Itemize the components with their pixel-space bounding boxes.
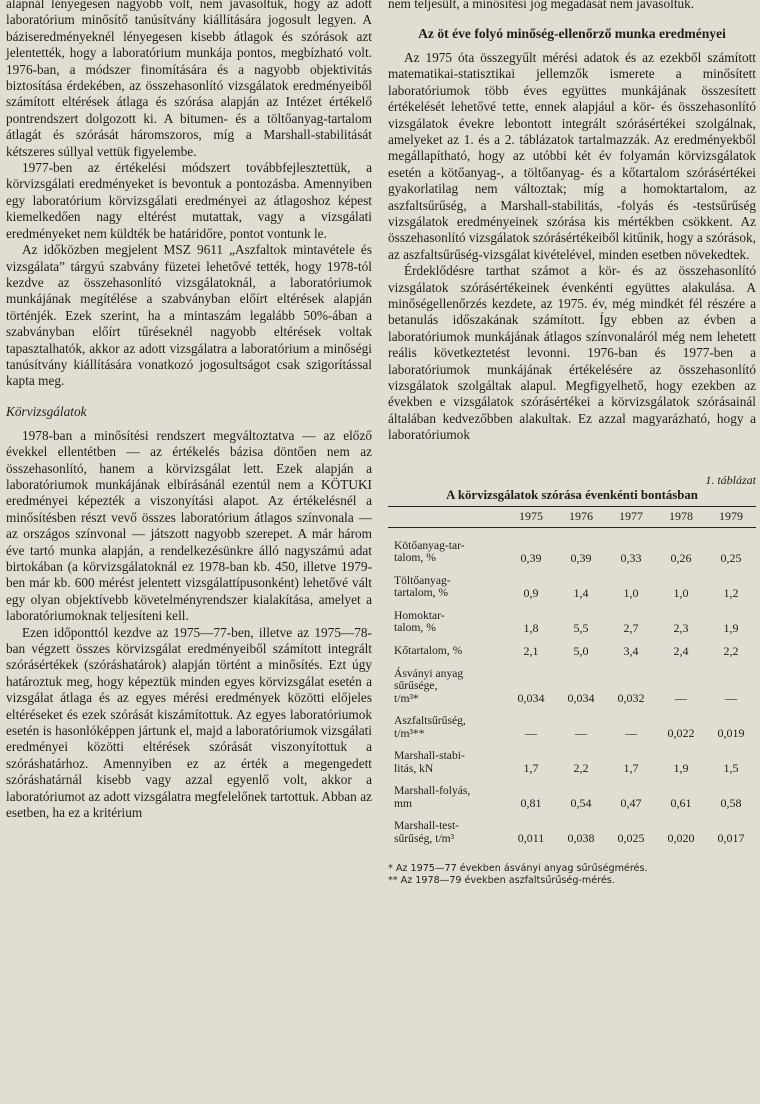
table-cell: 0,019 (717, 726, 745, 741)
row-label-line: Marshall-test- (394, 819, 460, 833)
row-label-line: Marshall-folyás, (394, 784, 471, 798)
table-row (388, 635, 756, 658)
body-paragraph: Ezen időponttól kezdve az 1975—77-ben, illetve az 1975—78-ban végzett összes körvizsgálat eredményeiből számított integrált szórásértékek (szóráshatárok) alapján történt a minősítés. Ezt úgy határoztuk meg, hogy képeztük minden egyes körvizsgálat esetén a vizsgálat átlaga és az egyes mérési eredmények közötti előjeles eltéréseket és ezek szórását kiszámítottuk. Az egyes laboratóriumok esetén is hasonlóképpen jártunk el, majd a laboratóriumok vizsgálati eredményei közötti eltérések szórását viszonyítottuk a szóráshatárhoz. Amennyiben ez az érték a megengedett szóráshatárnál kisebb vagy azzal egyenlő volt, akkor a laboratóriumot az adott vizsgálatra megfelelőnek tartottuk. Abban az esetben, ha ez a kritérium (6, 624, 372, 821)
footnote: * Az 1975—77 években ásványi anyag sűrűségmérés. (388, 863, 648, 875)
table-cell: 0,47 (620, 796, 642, 811)
table-cell: 0,54 (570, 796, 592, 811)
table-row (388, 705, 756, 740)
body-paragraph: Az 1975 óta összegyűlt mérési adatok és az ezekből számított matematikai-statisztikai jellemzők ismerete a minősített laboratóriumok több éves együttes munkájának összesített értékelését lehetővé tette, ennek alapjául a kör- és összehasonlító vizsgálatok évekre lebontott integrált szórásértékei szolgálnak, amelyeket az 1. és a 2. táblázatok tartalmazzák. Az eredményekből megállapítható, hogy az utóbbi két év folyamán körvizsgálatok esetén a kötőanyag-, a töltőanyag- és a kőtartalom szórásértékei gyakorlatilag nem változtak; míg a homoktartalom, az aszfaltsűrűség, a Marshall-stabilitás, -folyás és -testsűrűség vizsgálatok eredményeinek szórása kis mértékben csökkent. Az összehasonlító vizsgálatok szórásértékeiből kitűnik, hogy a szórások, az aszfaltsűrűség-vizsgálat kivételével, minden esetben növekedtek. (388, 49, 756, 262)
table-cell: — (675, 691, 687, 706)
right-column (388, 0, 756, 887)
table-row (388, 527, 756, 565)
table-cell: — (725, 691, 737, 706)
table-cell: — (575, 726, 587, 741)
row-label-line: Ásványi anyag (394, 666, 464, 680)
row-label (388, 705, 506, 740)
table-header-year: 1979 (706, 506, 756, 527)
table-cell: 5,0 (573, 643, 589, 658)
table-row (388, 775, 756, 810)
table-title: A körvizsgálatok szórása évenkénti bontásban (446, 487, 698, 502)
table-cell: 2,3 (673, 620, 689, 635)
table-header-row (388, 506, 756, 527)
table-header-year: 1975 (506, 506, 556, 527)
body-paragraph: 1977-ben az értékelési módszert továbbfejlesztettük, a körvizsgálati eredményeket is bevontuk a pontozásba. Amennyiben egy laboratórium körvizsgálati eredményei az átlagoshoz képest kiemelkedően nagy eltérést mutattak, vagy a vizsgálati eredményeket nem küldték be határidőre, pontot vontunk le. (6, 160, 372, 241)
table-row (388, 810, 756, 845)
table-cell: 2,4 (673, 643, 689, 658)
table-cell: 1,9 (723, 620, 739, 635)
row-label (388, 740, 506, 775)
table-cell: 5,5 (573, 620, 589, 635)
left-column (6, 0, 372, 822)
row-label-line: Töltőanyag- (394, 573, 451, 587)
row-label-line: Kőtartalom, % (394, 644, 463, 658)
table-cell: 0,9 (523, 585, 539, 600)
row-label (388, 810, 506, 845)
table-cell: 2,2 (723, 643, 739, 658)
variance-table (388, 506, 756, 846)
table-cell: 1,0 (623, 585, 639, 600)
table-cell: 1,2 (723, 585, 739, 600)
table-cell: — (525, 726, 537, 741)
table-cell: 1,9 (673, 761, 689, 776)
table-cell: 0,39 (570, 550, 592, 565)
table-cell: 0,020 (667, 831, 695, 846)
table-row (388, 658, 756, 706)
row-label-line: Kötőanyag-tar- (394, 538, 465, 552)
table-cell: 3,4 (623, 643, 639, 658)
section-heading: Az öt éve folyó minőség-ellenőrző munka eredményei (418, 26, 726, 42)
row-label-line: talom, % (394, 551, 436, 565)
table-header-year: 1976 (556, 506, 606, 527)
table-cell: 0,33 (620, 550, 642, 565)
row-label (388, 635, 506, 658)
table-cell: 0,26 (670, 550, 692, 565)
body-paragraph: alapnál lényegesen nagyobb volt, nem javasoltuk, hogy az adott laboratórium minősítő tanúsítvány kiállítására jogosult legyen. A báziseredményeknél lényegesen kisebb átlagok és szórások azt jelentették, hogy a laboratórium munkája pontos, megbízható volt. 1976-ban, a módszer finomítására és a nagyobb objektivitás biztosítása érdekében, az összehasonlító vizsgálatok eredményeiből számított eltérések átlaga és szórása alapján az Intézet értékelő pontrendszert dolgozott ki. A bitumen- és a töltőanyag-tartalom átlagát és szórását háromszoros, míg a Marshall-stabilitását kétszeres súllyal vettük figyelembe. (6, 0, 372, 159)
subheading-korvizsgalatok: Körvizsgálatok (6, 403, 87, 419)
table-body (388, 527, 756, 845)
table-cell: 0,25 (720, 550, 742, 565)
table-cell: 2,2 (573, 761, 589, 776)
row-label (388, 600, 506, 635)
table-row (388, 600, 756, 635)
table-cell: 1,7 (623, 761, 639, 776)
body-paragraph: 1978-ban a minősítési rendszert megváltoztatva — az előző évekkel ellentétben — az értékelés bázisa döntően nem az összehasonlító, hanem a körvizsgálat lett. Ezek alapján a laboratóriumok munkájának elbírásánál ezentúl nem a KÖTUKI eredményei képezték a viszonyítási alapot. Az értékelésnél a minősítésben részt vevő összes laboratórium átlagos színvonala — az országos színvonal — játszott nagyobb szerepet. A már három éve tartó munka alapján, a rendelkezésünkre álló nagyszámú adat birtokában (a körvizsgálatoknál ez 1978-ban kb. 450, illetve 1979-ben már kb. 600 mérést jelentett vizsgálattípusonként) lehetővé vált egy olyan objektívebb követelményrendszer kialakítása, amelyet a laboratóriumoknak teljesíteni kell. (6, 427, 372, 624)
table-cell: 1,8 (523, 620, 539, 635)
table-cell: 0,034 (517, 691, 545, 706)
table-cell: 0,022 (667, 726, 695, 741)
body-paragraph: Az időközben megjelent MSZ 9611 „Aszfaltok mintavétele és vizsgálata” tárgyú szabvány füzetei lehetővé tették, hogy 1978-tól kezdve az összehasonlító vizsgálatoknál, a laboratóriumok munkájának megítélése a szabványban előírt eltérések alapján történjék. Ezek szerint, ha a mintaszám legalább 50%-ában a szabványban előírt tűréseknél nagyobb eltérések voltak tapasztalhatók, akkor az adott vizsgálatra a laboratórium a minőségi tanúsítvány kiállítására vonatkozó jogosultságot csak szigorítással kapta meg. (6, 242, 372, 389)
row-label-line: Homoktar- (394, 608, 445, 622)
table-label: 1. táblázat (705, 472, 756, 487)
body-paragraph: Érdeklődésre tarthat számot a kör- és az összehasonlító vizsgálatok szórásértékeinek évenkénti együttes alakulása. A minőségellenőrzés kezdete, az 1975. év, még mindkét fél részére a betanulás időszakának számított. Így ebben az évben a laboratóriumok munkájának átlagos színvonaláról még nem lehetett reális következtetést levonni. 1976-ban és 1977-ben a laboratóriumok munkájának értékelésére az összehasonlító vizsgálatok szolgáltak alapul. Megfigyelhető, hogy ezekben az években e vizsgálatok szórásértékei a körvizsgálatok szórásainál általában kedvezőbben alakultak. Ez azzal magyarázható, hogy a laboratóriumok (388, 263, 756, 443)
table-cell: 1,0 (673, 585, 689, 600)
table-cell: 0,39 (520, 550, 542, 565)
table-row (388, 740, 756, 775)
row-label-line: litás, kN (394, 761, 434, 775)
table-header-year: 1978 (656, 506, 706, 527)
table-cell: 1,7 (523, 761, 539, 776)
row-label-line: Aszfaltsűrűség, (394, 714, 466, 728)
row-label-line: t/m³** (394, 726, 425, 740)
table-cell: 0,025 (617, 831, 645, 846)
body-paragraph: nem teljesült, a minősítési jog megadását nem javasoltuk. (388, 0, 695, 11)
table-cell: 1,5 (723, 761, 739, 776)
table-cell: 0,61 (670, 796, 692, 811)
table-cell: — (625, 726, 637, 741)
table-cell: 0,81 (520, 796, 542, 811)
table-cell: 2,1 (523, 643, 539, 658)
row-label-line: sűrűség, t/m³ (394, 831, 455, 845)
row-label-line: sűrűsége, (394, 679, 438, 693)
table-footnotes (388, 863, 756, 887)
table-cell: 0,58 (720, 796, 742, 811)
table-header-year: 1977 (606, 506, 656, 527)
row-label (388, 527, 506, 565)
table-cell: 2,7 (623, 620, 639, 635)
row-label-line: tartalom, % (394, 586, 449, 600)
footnote: ** Az 1978—79 években aszfaltsűrűség-mérés. (388, 875, 615, 887)
table-header-blank (388, 506, 506, 527)
table-cell: 0,032 (617, 691, 645, 706)
table-row (388, 565, 756, 600)
table-cell: 0,038 (567, 831, 595, 846)
table-cell: 0,017 (717, 831, 745, 846)
row-label-line: mm (394, 796, 413, 810)
table-cell: 0,034 (567, 691, 595, 706)
table-cell: 1,4 (573, 585, 589, 600)
row-label (388, 658, 506, 706)
row-label-line: Marshall-stabi- (394, 749, 465, 763)
row-label (388, 565, 506, 600)
table-cell: 0,011 (517, 831, 545, 846)
row-label (388, 775, 506, 810)
row-label-line: t/m³* (394, 691, 419, 705)
row-label-line: talom, % (394, 621, 436, 635)
